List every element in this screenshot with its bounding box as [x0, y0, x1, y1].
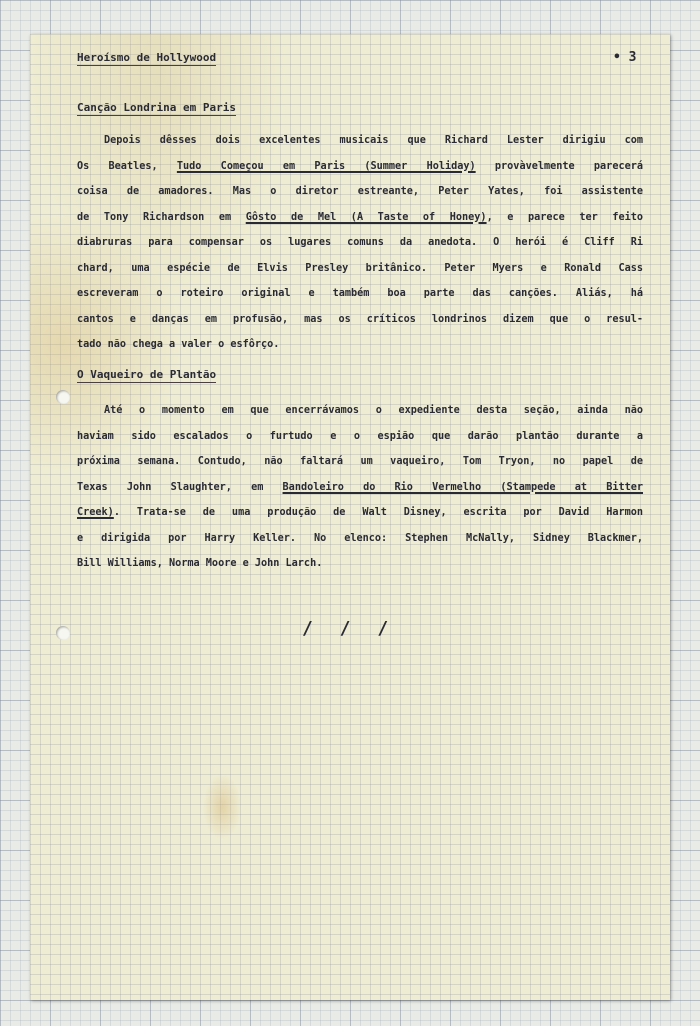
- text-line: de Tony Richardson em Gôsto de Mel (A Taste of Honey), e parece ter feito: [77, 211, 644, 223]
- section-heading-cancao: Canção Londrina em Paris: [77, 101, 236, 114]
- text-line: Depois dêsses dois excelentes musicais que Richard Lester dirigiu com: [104, 135, 643, 146]
- text-line: próxima semana. Contudo, não faltará um vaqueiro, Tom Tryon, no papel de: [77, 456, 643, 467]
- end-mark: / / /: [302, 618, 397, 639]
- text-line: Até o momento em que encerrávamos o expediente desta seção, ainda não: [104, 405, 643, 416]
- text-line: Os Beatles, Tudo Começou em Paris (Summer Holiday) provàvelmente parecerá: [77, 160, 643, 172]
- page-number: • 3: [613, 50, 637, 65]
- text-line: cantos e danças em profusão, mas os críticos londrinos dizem que o resul-: [77, 313, 643, 325]
- text-line: haviam sido escalados o furtudo e o espião que darão plantão durante a: [77, 430, 643, 442]
- paragraph-cancao: [77, 128, 643, 358]
- punch-hole: [56, 626, 70, 640]
- text-line: e dirigida por Harry Keller. No elenco: Stephen McNally, Sidney Blackmer,: [77, 532, 643, 544]
- film-title: Bandoleiro do Rio Vermelho (Stampede at Bitter: [282, 481, 643, 493]
- text-line: Texas John Slaughter, em Bandoleiro do Rio Vermelho (Stampede at Bitter: [77, 481, 643, 493]
- film-title: Creek): [77, 507, 114, 518]
- punch-hole: [56, 390, 70, 404]
- header-title: Heroísmo de Hollywood: [77, 51, 217, 64]
- text-line: coisa de amadores. Mas o diretor estreante, Peter Yates, foi assistente: [77, 186, 643, 197]
- typewritten-page: [30, 34, 670, 1000]
- section-heading-vaqueiro: O Vaqueiro de Plantão: [77, 368, 217, 381]
- film-title: Tudo Começou em Paris (Summer Holiday): [176, 160, 476, 172]
- film-title: Gôsto de Mel (A Taste of Honey): [245, 211, 487, 223]
- text-line: tado não chega a valer o esfôrço.: [77, 339, 280, 350]
- text-line: Bill Williams, Norma Moore e John Larch.: [77, 558, 323, 569]
- paragraph-vaqueiro: [77, 398, 643, 577]
- text-line: diabruras para compensar os lugares comuns da anedota. O herói é Cliff Ri: [77, 237, 643, 248]
- text-line: escreveram o roteiro original e também boa parte das canções. Aliás, há: [77, 288, 643, 299]
- text-line: Creek). Trata-se de uma produção de Walt Disney, escrita por David Harmon: [77, 507, 643, 518]
- text-line: chard, uma espécie de Elvis Presley britânico. Peter Myers e Ronald Cass: [77, 262, 643, 274]
